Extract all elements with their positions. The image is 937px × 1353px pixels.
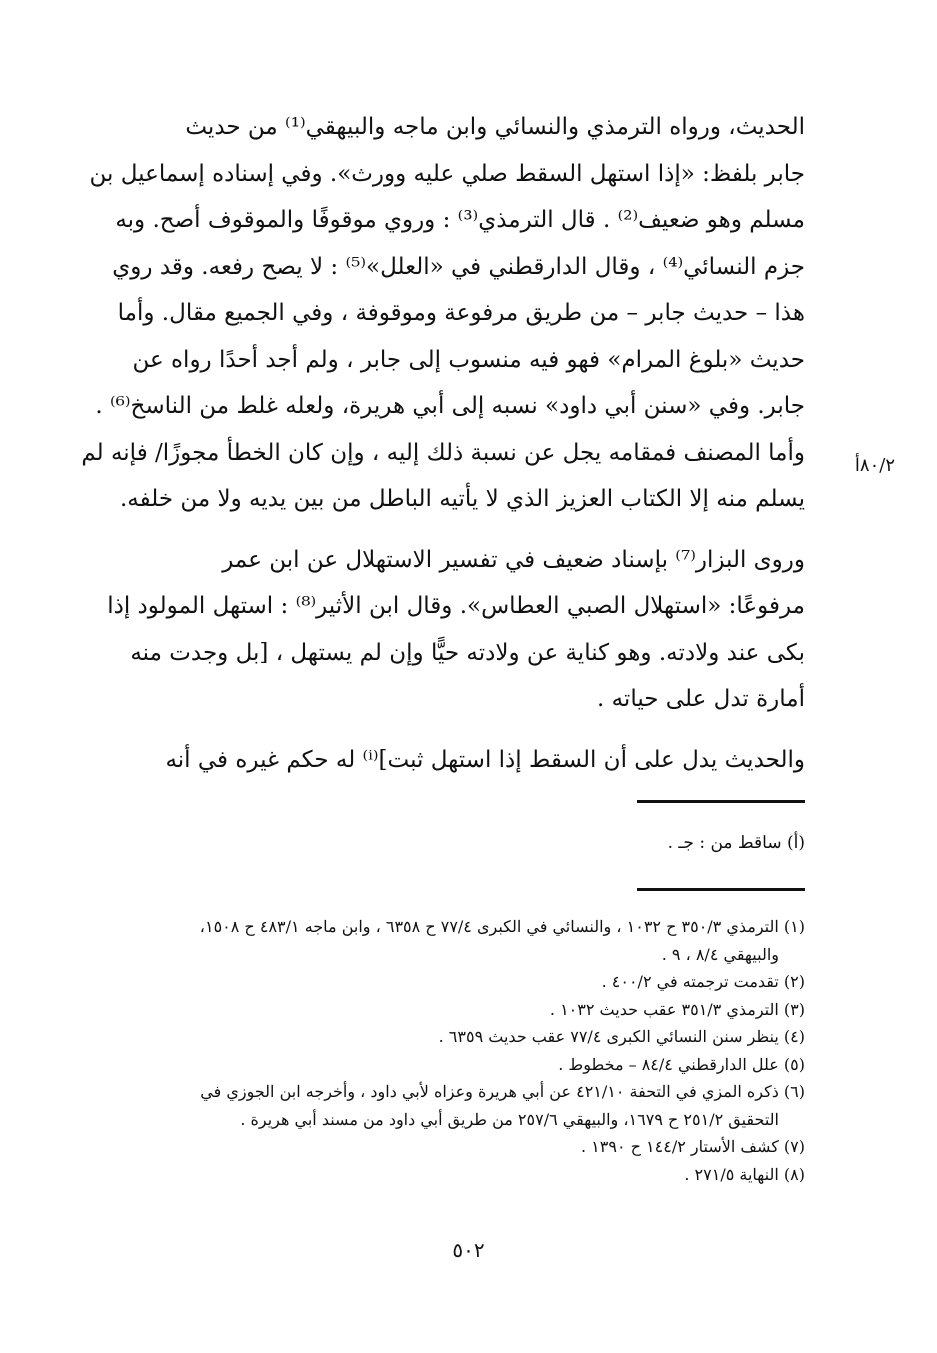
footnote-line: التحقيق ٢٥١/٢ ح ١٦٧٩، والبيهقي ٢٥٧/٦ من طريق أبي داود من مسند أبي هريرة .: [240, 1109, 779, 1129]
margin-folio-note: ٨٠/٢أ: [854, 455, 895, 476]
paragraph: [133, 737, 805, 784]
text-line: هذا – حديث جابر – من طريق مرفوعة وموقوفة ، وفي الجميع مقال. وأما: [117, 300, 805, 326]
text-line: أمارة تدل على حياته .: [596, 686, 805, 712]
text-line: مرفوعًا: «استهلال الصبي العطاس». وقال ابن الأثير⁽⁸⁾ : استهل المولود إذا: [107, 593, 805, 619]
text-line: بكى عند ولادته. وهو كناية عن ولادته حيًّا وإن لم يستهل ، [بل وجدت منه: [130, 639, 805, 666]
text-line: وروى البزار⁽⁷⁾ بإسناد ضعيف في تفسير الاستهلال عن ابن عمر: [222, 546, 805, 573]
paragraph: [107, 537, 805, 723]
text-line: جابر بلفظ: «إذا استهل السقط صلي عليه وورث». وفي إسناده إسماعيل بن: [89, 160, 805, 187]
footnotes: [115, 913, 805, 1188]
text-line: والحديث يدل على أن السقط إذا استهل ثبت]⁽ⁱ⁾ له حكم غيره في أنه: [165, 746, 805, 773]
editor-note-separator: [637, 800, 805, 803]
page-number: ٥٠٢: [452, 1238, 485, 1262]
footnote-line: (٣) الترمذي ٣٥١/٣ عقب حديث ١٠٣٢ .: [549, 999, 805, 1019]
footnote-line: (٤) ينظر سنن النسائي الكبرى ٧٧/٤ عقب حديث ٦٣٥٩ .: [438, 1027, 805, 1046]
text-line: الحديث، ورواه الترمذي والنسائي وابن ماجه والبيهقي⁽¹⁾ من حديث: [185, 114, 805, 140]
footnote-line: (٥) علل الدارقطني ٨٤/٤ – مخطوط .: [558, 1054, 805, 1074]
paragraph: [81, 104, 805, 523]
editor-note: (أ) ساقط من : جـ .: [667, 833, 805, 853]
footnotes-separator: [637, 888, 805, 891]
footnote-line: (٢) تقدمت ترجمته في ٤٠٠/٢ .: [601, 972, 805, 991]
text-line: يسلم منه إلا الكتاب العزيز الذي لا يأتيه الباطل من بين يديه ولا من خلفه.: [119, 486, 805, 512]
text-line: جابر. وفي «سنن أبي داود» نسبه إلى أبي هريرة، ولعله غلط من الناسخ⁽⁶⁾ .: [95, 393, 805, 419]
text-line: وأما المصنف فمقامه يجل عن نسبة ذلك إليه ، وإن كان الخطأ مجوزًا/ فإنه لم: [81, 439, 805, 466]
main-text: [81, 104, 805, 783]
text-line: مسلم وهو ضعيف⁽²⁾ . قال الترمذي⁽³⁾ : وروي موقوفًا والموقوف أصح. وبه: [115, 207, 805, 233]
footnote-line: (٦) ذكره المزي في التحفة ٤٢١/١٠ عن أبي هريرة وعزاه لأبي داود ، وأخرجه ابن الجوزي في: [200, 1082, 805, 1101]
text-line: جزم النسائي⁽⁴⁾ ، وقال الدارقطني في «العلل»⁽⁵⁾ : لا يصح رفعه. وقد روي: [112, 253, 805, 280]
text-line: حديث «بلوغ المرام» فهو فيه منسوب إلى جابر ، ولم أجد أحدًا رواه عن: [132, 346, 805, 373]
footnote-line: والبيهقي ٨/٤ ، ٩ .: [661, 944, 779, 964]
footnote-line: (١) الترمذي ٣٥٠/٣ ح ١٠٣٢ ، والنسائي في الكبرى ٧٧/٤ ح ٦٣٥٨ ، وابن ماجه ٤٨٣/١ ح ١٥٠٨،: [199, 917, 805, 936]
footnote-line: (٨) النهاية ٢٧١/٥ .: [684, 1164, 805, 1184]
footnote-line: (٧) كشف الأستار ١٤٤/٢ ح ١٣٩٠ .: [580, 1137, 805, 1156]
